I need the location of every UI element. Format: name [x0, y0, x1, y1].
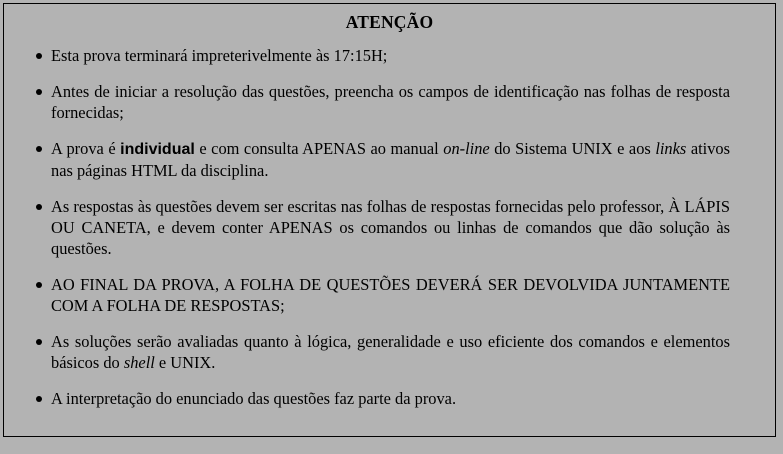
bullet-icon [36, 282, 42, 288]
notice-list [4, 45, 730, 409]
item-text-italic: links [655, 139, 687, 158]
item-text: A interpretação do enunciado das questões faz parte da prova. [51, 389, 457, 408]
list-item [51, 274, 730, 316]
item-text: A prova é [51, 139, 121, 158]
item-text: ativos nas páginas HTML da disciplina. [51, 139, 730, 180]
notice-title: ATENÇÃO [345, 12, 434, 32]
list-item [51, 196, 730, 259]
item-text: Esta prova terminará impreterivelmente às 17:15H; [51, 46, 388, 65]
item-text: As soluções serão avaliadas quanto à lógica, generalidade e uso eficiente dos comandos e elementos básicos do [51, 332, 730, 372]
bullet-icon [36, 339, 42, 345]
item-text-italic: on-line [443, 139, 490, 158]
bullet-icon [36, 204, 42, 210]
item-text: do Sistema UNIX e aos [489, 139, 656, 158]
item-text: AO FINAL DA PROVA, A FOLHA DE QUESTÕES DEVERÁ SER DEVOLVIDA JUNTAMENTE COM A FOLHA DE RESPOSTAS; [51, 275, 730, 315]
bullet-icon [36, 146, 42, 152]
item-text: Antes de iniciar a resolução das questões, preencha os campos de identificação nas folhas de resposta fornecidas; [51, 82, 730, 122]
notice-box [3, 3, 776, 437]
item-text: As respostas às questões devem ser escritas nas folhas de respostas fornecidas pelo professor, À LÁPIS OU CANETA, e devem conter APENAS os comandos ou linhas de comandos que dão solução às questões. [51, 197, 730, 258]
list-item [51, 138, 730, 181]
list-item [51, 45, 730, 66]
list-item [51, 388, 730, 409]
bullet-icon [36, 53, 42, 59]
item-text: e com consulta APENAS ao manual [194, 139, 444, 158]
item-text-bold: individual [120, 141, 195, 158]
bullet-icon [36, 89, 42, 95]
item-text: e UNIX. [154, 353, 216, 372]
list-item [51, 81, 730, 123]
item-text-italic: shell [123, 353, 155, 372]
bullet-icon [36, 396, 42, 402]
list-item [51, 331, 730, 373]
